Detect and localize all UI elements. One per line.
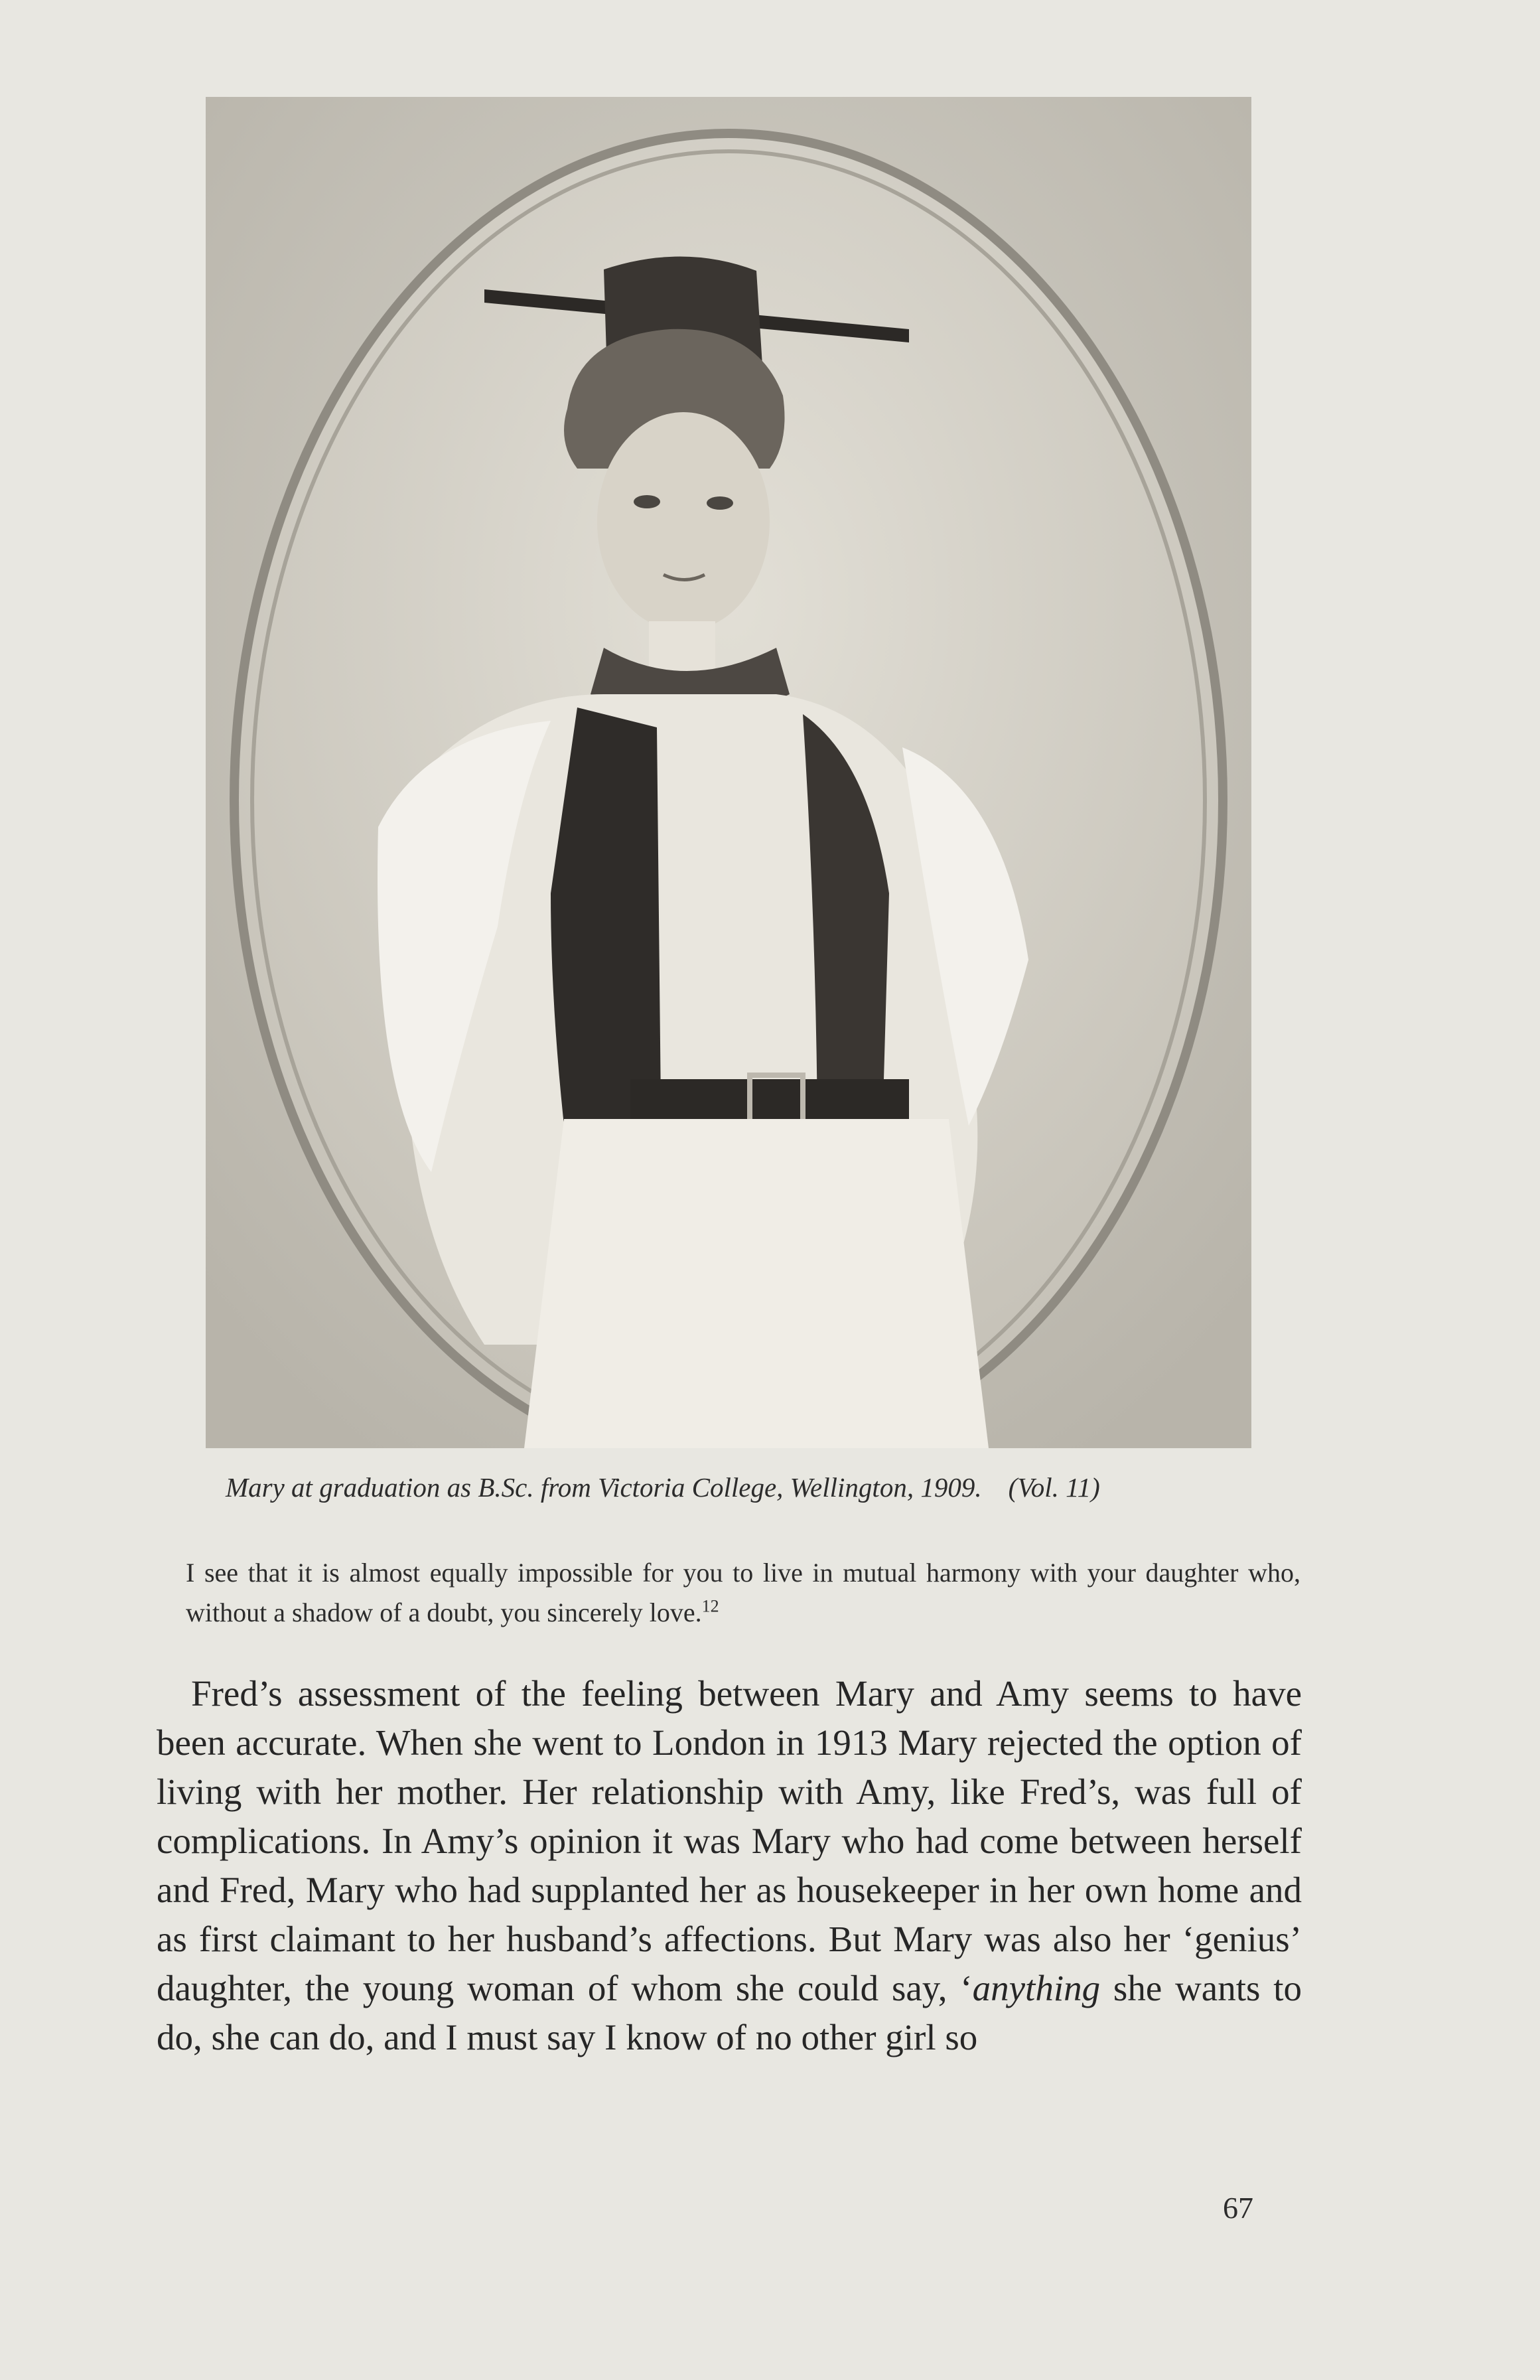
body-text-part-2: she wants to do, she can do, and I must say I know of no other girl so [157,1968,1302,2057]
body-paragraph [157,1669,1302,2062]
page-number: 67 [1223,2191,1253,2225]
footnote-marker: 12 [701,1596,719,1616]
figure-caption [226,1470,1281,1505]
body-text [157,1669,1302,2062]
caption-text: Mary at graduation as B.Sc. from Victoria College, Wellington, 1909. [226,1472,982,1503]
quote-paragraph [186,1553,1300,1633]
quote-text: I see that it is almost equally impossible for you to live in mutual harmony with your daughter who, without a shadow of a doubt, you sincerely love. [186,1558,1300,1627]
emphasis-anything: anything [972,1968,1101,2008]
caption-volume-ref: (Vol. 11) [1008,1472,1100,1503]
portrait-photograph [206,97,1251,1448]
portrait-image [206,97,1251,1448]
block-quote [186,1553,1300,1633]
body-text-part-1: Fred’s assessment of the feeling between Mary and Amy seems to have been accurate. When she went to London in 1913 Mary rejected the option of living with her mother. Her relationship with Amy, like Fred’s, was full of complications. In Amy’s opinion it was Mary who had come between herself and Fred, Mary who had supplanted her as housekeeper in her own home and as first claimant to her husband’s affections. But Mary was also her ‘genius’ daughter, the young woman of whom she could say, ‘ [157,1673,1302,2008]
